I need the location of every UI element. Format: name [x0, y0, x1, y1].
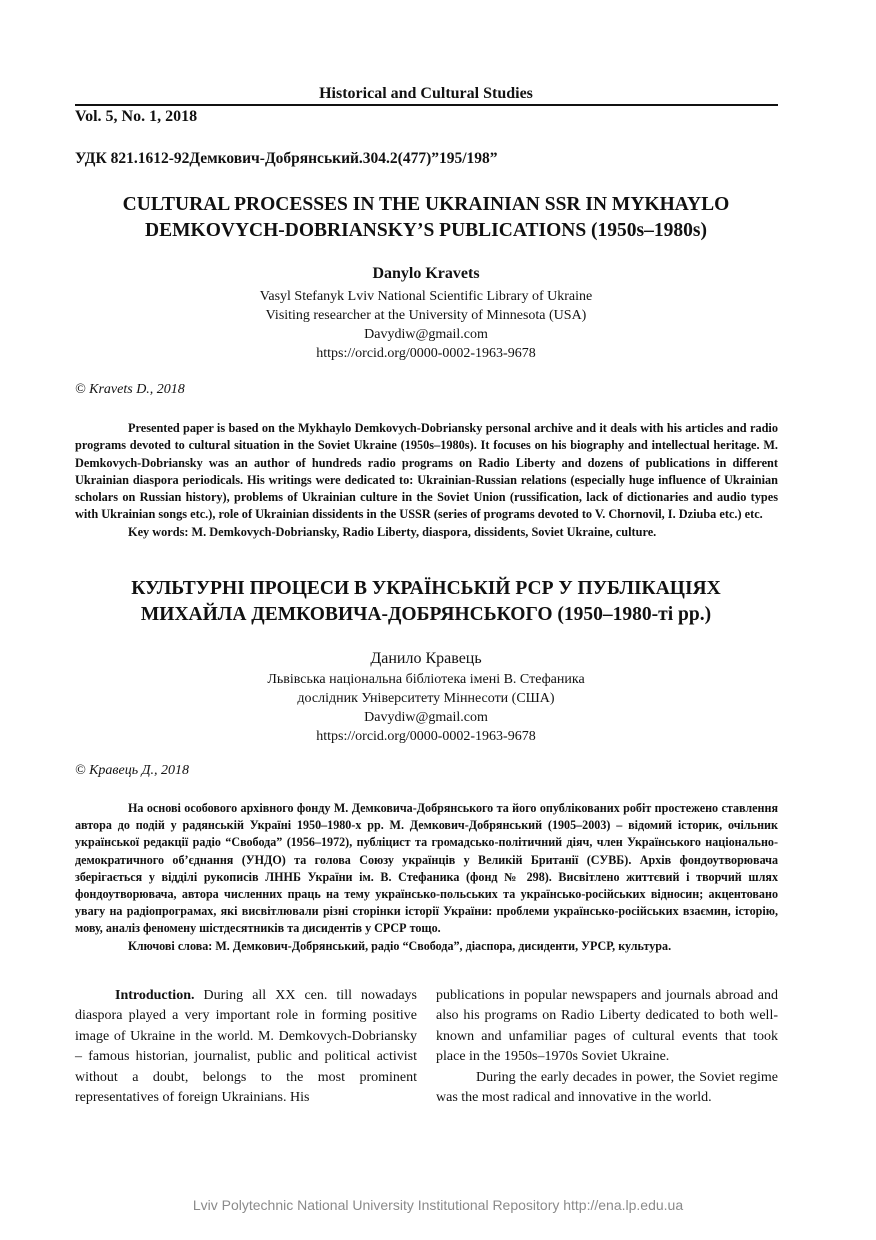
- ukrainian-author: Данило Кравець: [370, 650, 482, 667]
- body-right-column: [436, 986, 778, 1108]
- ukrainian-title-line2: МИХАЙЛА ДЕМКОВИЧА-ДОБРЯНСЬКОГО (1950–1980-ті рр.): [140, 604, 712, 625]
- repository-footer: Lviv Polytechnic National University Institutional Repository http://ena.lp.edu.ua: [192, 1197, 684, 1213]
- ukrainian-affiliation-line2: дослідник Університету Міннесоти (США): [297, 691, 555, 706]
- english-affiliation-line2: Visiting researcher at the University of Minnesota (USA): [265, 308, 587, 323]
- english-copyright: © Kravets D., 2018: [75, 382, 185, 397]
- english-affiliation: [75, 287, 777, 363]
- english-abstract: [75, 420, 778, 541]
- ukrainian-title: [75, 576, 777, 628]
- english-author: Danylo Kravets: [372, 265, 480, 282]
- ukrainian-keywords: Ключові слова: М. Демкович-Добрянський, радіо “Свобода”, діаспора, дисиденти, УРСР, культура.: [128, 938, 672, 953]
- english-abstract-text: Presented paper is based on the Mykhaylo Demkovych-Dobriansky personal archive and it deals with his articles and radio programs devoted to cultural situation in the Soviet Ukraine (1950s–1980s). It focuses on his biography and intellectual heritage. M. Demkovych-Dobriansky was an author of hundreds radio programs on Radio Liberty and dozens of publications in different Ukrainian diaspora periodicals. His writings were dedicated to: Ukrainian-Russian relations (especially huge influence of Ukrainian scholars on Russian history), problems of Ukrainian culture in the Soviet Union (russification, lack of dictionaries and audio types with Ukrainian songs etc.), role of Ukrainian dissidents in the USSR (series of programs devoted to V. Chornovil, I. Dziuba etc.) etc.: [75, 421, 778, 522]
- introduction-heading: Introduction.: [115, 988, 195, 1003]
- volume-info: Vol. 5, No. 1, 2018: [75, 108, 198, 125]
- introduction-text: During all XX cen. till nowadays diaspora played a very important role in forming positive image of Ukraine in the world. M. Demkovych-Dobriansky – famous historian, journalist, public and political activist without a doubt, belongs to the most prominent representatives of foreign Ukrainians. His: [75, 988, 417, 1106]
- journal-title: Historical and Cultural Studies: [319, 85, 533, 102]
- introduction-paragraph: [75, 986, 417, 1108]
- ukrainian-email: Davydiw@gmail.com: [364, 710, 488, 725]
- right-paragraph-1: publications in popular newspapers and journals abroad and also his programs on Radio Liberty dedicated to both well-known and unfamiliar pages of cultural events that took place in the 1950s–1970s Soviet Ukraine.: [436, 988, 778, 1065]
- english-affiliation-line1: Vasyl Stefanyk Lviv National Scientific Library of Ukraine: [259, 289, 593, 304]
- ukrainian-affiliation: [75, 670, 777, 746]
- english-keywords: Key words: M. Demkovych-Dobriansky, Radio Liberty, diaspora, dissidents, Soviet Ukraine, culture.: [128, 524, 657, 539]
- ukrainian-copyright: © Кравець Д., 2018: [75, 763, 190, 778]
- english-orcid: https://orcid.org/0000-0002-1963-9678: [316, 346, 536, 361]
- english-title-line1: CULTURAL PROCESSES IN THE UKRAINIAN SSR IN MYKHAYLO: [122, 194, 730, 215]
- ukrainian-affiliation-line1: Львівська національна бібліотека імені В. Стефаника: [267, 672, 585, 687]
- english-title: [75, 192, 777, 244]
- header-rule: [75, 104, 778, 106]
- ukrainian-abstract-text: На основі особового архівного фонду М. Демковича-Добрянського та його опублікованих робіт простежено ставлення автора до подій у радянській Україні 1950–1980-х рр. М. Демкович-Добрянський (1905–2003) – відомий історик, очільник української редакції радіо “Свобода” (1956–1972), публіцист та громадсько-політичний діяч, член Українського національно-демократичного об’єднання (УНДО) та голова Союзу українців у Великій Британії (СУВБ). Архів фондоутворювача зберігається у відділі рукописів ЛННБ України ім. В. Стефаника (фонд № 298). Висвітлено життєвий і творчий шлях фондоутворювача, автора численних праць на тему українсько-польських та українсько-російських відносин; акцентовано увагу на радіопрограмах, які висвітлювали різні сторінки історії України: проблеми українсько-російських взаємин, історію, мову, аналіз феномену шістдесятників та дисидентів у СРСР тощо.: [75, 801, 778, 936]
- ukrainian-title-line1: КУЛЬТУРНІ ПРОЦЕСИ В УКРАЇНСЬКІЙ РСР У ПУБЛІКАЦІЯХ: [131, 578, 721, 599]
- right-paragraph-2: During the early decades in power, the Soviet regime was the most radical and innovative in the world.: [436, 1069, 778, 1106]
- english-email: Davydiw@gmail.com: [364, 327, 488, 342]
- body-left-column: [75, 986, 417, 1108]
- ukrainian-abstract: [75, 800, 778, 955]
- english-title-line2: DEMKOVYCH-DOBRIANSKY’S PUBLICATIONS (1950s–1980s): [145, 220, 707, 241]
- udk-code: УДК 821.1612-92Демкович-Добрянський.304.2(477)”195/198”: [75, 150, 498, 167]
- ukrainian-orcid: https://orcid.org/0000-0002-1963-9678: [316, 729, 536, 744]
